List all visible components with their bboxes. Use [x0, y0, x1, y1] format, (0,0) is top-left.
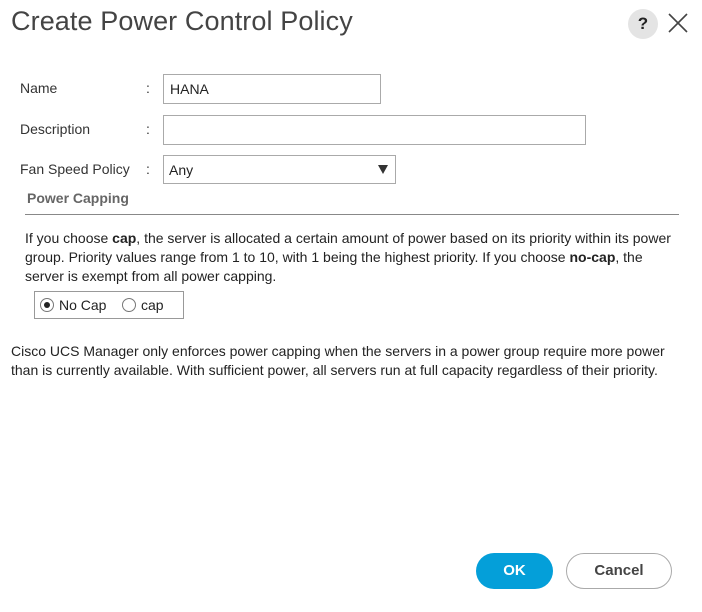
- radio-label-no-cap: No Cap: [59, 297, 107, 313]
- radio-no-cap[interactable]: [40, 298, 54, 312]
- radio-option-no-cap[interactable]: [40, 297, 106, 313]
- name-colon: :: [146, 80, 150, 96]
- power-capping-note: Cisco UCS Manager only enforces power capping when the servers in a power group require more power than is currently available. With sufficient power, all servers run at full capacity regardless of their priority.: [11, 343, 665, 378]
- description-label: Description: [20, 121, 91, 137]
- name-label: Name: [20, 80, 58, 96]
- fan-speed-value: Any: [169, 162, 194, 178]
- close-icon: [666, 11, 690, 35]
- radio-label-cap: cap: [141, 297, 164, 313]
- cancel-button[interactable]: Cancel: [566, 553, 672, 589]
- power-capping-description: If you choose cap, the server is allocated a certain amount of power based on its priority within its power group. Priority values range from 1 to 10, with 1 being the highest priority. If you choose no-cap, the server is exempt from all power capping.: [25, 230, 671, 284]
- power-capping-radio-group: [34, 291, 184, 319]
- ok-button[interactable]: OK: [476, 553, 553, 589]
- close-button[interactable]: [666, 11, 690, 35]
- dropdown-arrow-icon: [378, 165, 388, 174]
- name-input[interactable]: [163, 74, 381, 104]
- section-divider: [25, 214, 679, 215]
- help-button[interactable]: ?: [628, 9, 658, 39]
- dialog-title: Create Power Control Policy: [11, 6, 353, 36]
- fan-speed-colon: :: [146, 161, 150, 177]
- radio-option-cap[interactable]: [122, 297, 164, 313]
- description-colon: :: [146, 121, 150, 137]
- fan-speed-select[interactable]: [163, 155, 396, 184]
- power-capping-title: Power Capping: [27, 190, 129, 206]
- description-input[interactable]: [163, 115, 586, 145]
- radio-cap[interactable]: [122, 298, 136, 312]
- fan-speed-label: Fan Speed Policy: [20, 161, 130, 177]
